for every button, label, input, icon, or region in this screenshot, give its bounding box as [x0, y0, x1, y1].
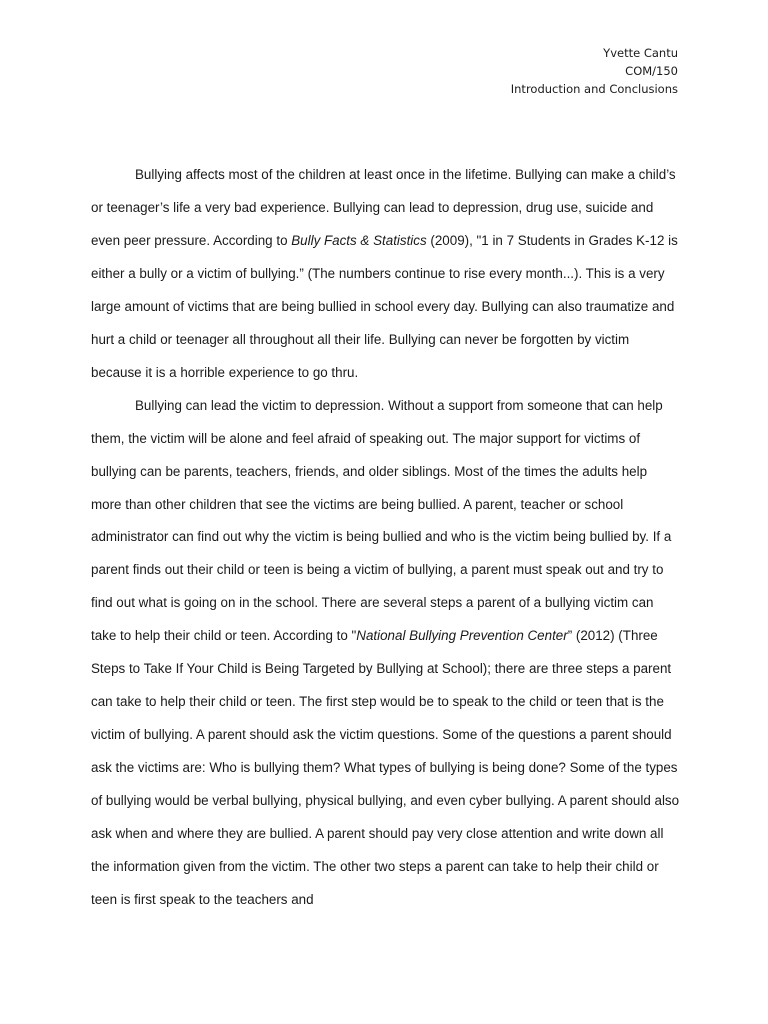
- citation-nbpc: National Bullying Prevention Center: [356, 628, 568, 644]
- paragraph-1: [91, 159, 681, 390]
- paragraph-1-text-a: Bullying affects most of the children at least once in the lifetime. Bullying can make a child’s or teenager’s life a very bad experience. Bullying can lead to depression, drug use, suicide and even peer pressure. According to: [91, 167, 676, 248]
- essay-body: [91, 159, 681, 917]
- course-code: COM/150: [625, 64, 678, 78]
- citation-bully-facts: Bully Facts & Statistics: [291, 232, 427, 248]
- document-header: [511, 44, 678, 98]
- author-name: Yvette Cantu: [603, 46, 678, 60]
- paragraph-2-text-a: Bullying can lead the victim to depression. Without a support from someone that can help them, the victim will be alone and feel afraid of speaking out. The major support for victims of bullying can be parents, teachers, friends, and older siblings. Most of the times the adults help more than other children that see the victims are being bullied. A parent, teacher or school administrator can find out why the victim is being bullied and who is the victim being bullied by. If a parent finds out their child or teen is being a victim of bullying, a parent must speak out and try to find out what is going on in the school. There are several steps a parent of a bullying victim can take to help their child or teen. According to ": [91, 397, 672, 644]
- paragraph-1-text-b: (2009), "1 in 7 Students in Grades K-12 is either a bully or a victim of bullying.” (The numbers continue to rise every month...). This is a very large amount of victims that are being bullied in school every day. Bullying can also traumatize and hurt a child or teenager all throughout all their life. Bullying can never be forgotten by victim because it is a horrible experience to go thru.: [91, 232, 678, 380]
- paragraph-2-text-b: ” (2012) (Three Steps to Take If Your Child is Being Targeted by Bullying at School); there are three steps a parent can take to help their child or teen. The first step would be to speak to the child or teen that is the victim of bullying. A parent should ask the victim questions. Some of the questions a parent should ask the victims are: Who is bullying them? What types of bullying is being done? Some of the types of bullying would be verbal bullying, physical bullying, and even cyber bullying. A parent should also ask when and where they are bullied. A parent should pay very close attention and write down all the information given from the victim. The other two steps a parent can take to help their child or teen is first speak to the teachers and: [91, 628, 680, 907]
- paragraph-2: [91, 390, 681, 917]
- assignment-title: Introduction and Conclusions: [510, 82, 678, 96]
